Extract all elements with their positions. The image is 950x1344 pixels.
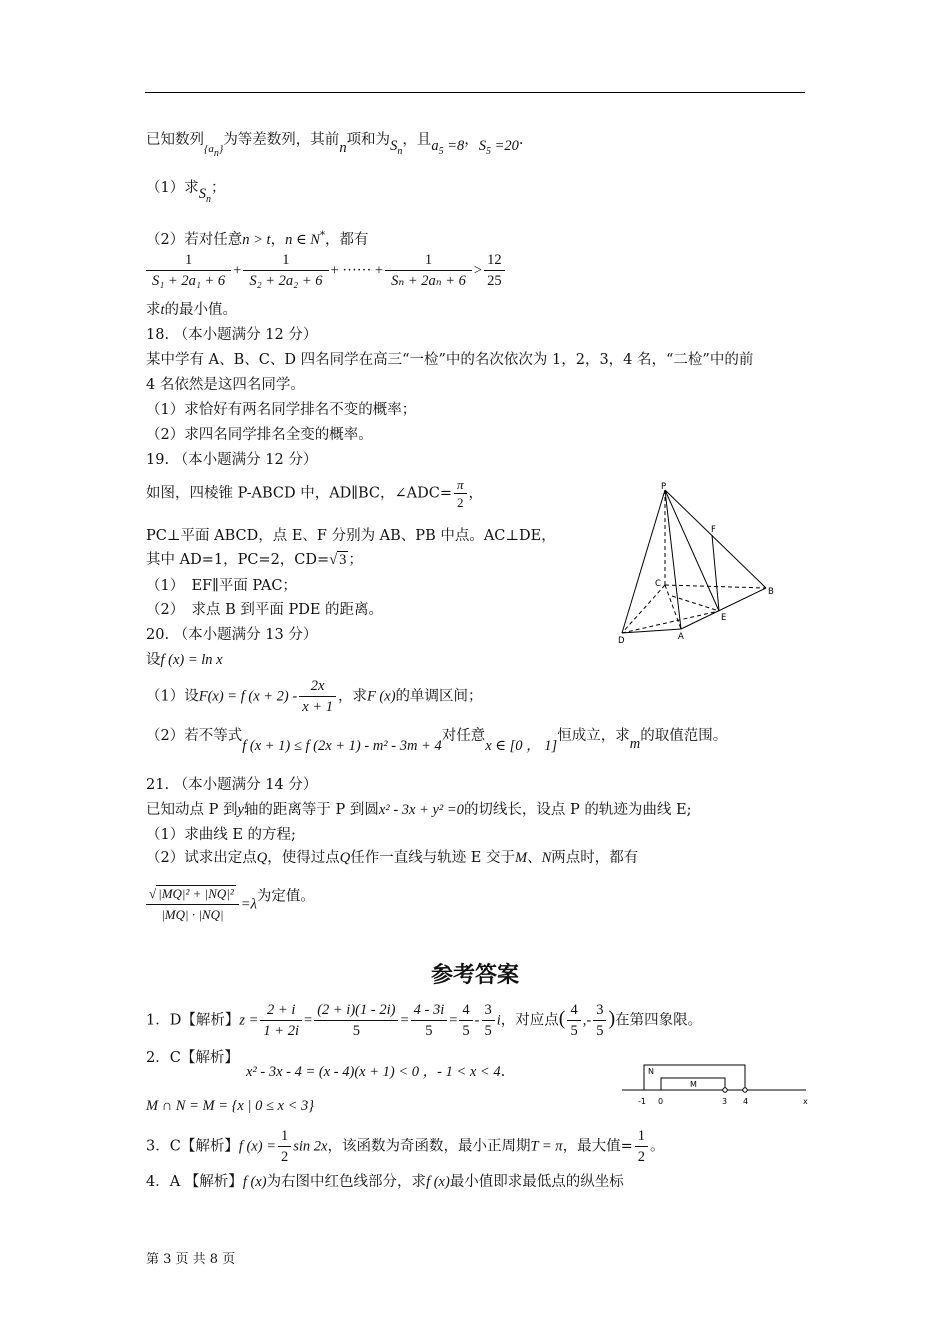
label-N: N [648, 1067, 654, 1076]
label-C: C [655, 579, 661, 589]
q17-inequality: $\frac{1}{\text{S₁ + 2a₁ + 6}}$ + $\frac{1}{\text{S₂ + 2a₂ + 6}}$ + ······ + $\frac{1}{\text{Sₙ + 2aₙ + 6}}$ > $\frac{12}{25}$ [144, 250, 507, 291]
q18-line4: （2）求四名同学排名全变的概率。 [146, 427, 373, 443]
q19-line4: （1） EF∥平面 PAC； [146, 578, 297, 594]
q20-part1: （1）设F(x) = f (x + 2) - $\frac{2x}{x + 1}$ ，求F (x)的单调区间； [146, 678, 483, 715]
page-footer: 第 3 页 共 8 页 [146, 1252, 236, 1267]
q21-heading: 21. （本小题满分 14 分） [146, 777, 318, 793]
answer-1: 1．D【解析】z = $\frac{2 + i}{1 + 2i}$ = $\frac{(2 + i)(1 - 2i)}{5}$ = $\frac{4 - 3i}{5}$ = $\frac{4}{5}$ - $\frac{3}{5}$ i，对应点( $\frac{4}{5}$ ,- $\frac{3}{5}$ )在第四象限。 [146, 1002, 703, 1039]
q18-line1: 某中学有 A、B、C、D 四名同学在高三“一检”中的名次依次为 1，2，3，4 名，“二检”中的前 [146, 352, 754, 368]
answer-4: 4．A 【解析】f (x)为右图中红色线部分，求f (x)最小值即求最低点的纵坐标 [146, 1174, 624, 1190]
label-M: M [690, 1080, 697, 1089]
q17-part1: （1）求$S_n$； [146, 180, 226, 205]
q19-line1: 如图，四棱锥 P-ABCD 中，AD∥BC，∠ADC= $\frac{\pi}{2}$ ， [146, 477, 484, 510]
label-B: B [768, 587, 774, 597]
q19-line2: PC⊥平面 ABCD，点 E、F 分别为 AB、PB 中点。AC⊥DE， [146, 528, 556, 544]
answer-3: 3．C【解析】f (x) = $\frac{1}{2}$ sin 2x，该函数为奇函数，最小正周期T = π，最大值= $\frac{1}{2}$ 。 [146, 1128, 665, 1165]
q18-line3: （1）求恰好有两名同学排名不变的概率； [146, 402, 417, 418]
answer-2-label: 2．C【解析】 [146, 1050, 239, 1066]
answers-title: 参考答案 [430, 963, 519, 988]
q21-line2: （1）求曲线 E 的方程; [146, 827, 296, 843]
q18-line2: 4 名依然是这四名同学。 [146, 377, 305, 393]
q20-heading: 20. （本小题满分 13 分） [146, 627, 318, 643]
fraction: $\frac{12}{25}$ [484, 250, 505, 291]
q20-part2: （2）若不等式f (x + 1) ≤ f (2x + 1) - m² - 3m + 4对任意x ∈ [0 ， 1]恒成立，求m的取值范围。 [146, 728, 728, 754]
label-E: E [721, 613, 727, 623]
label-A: A [678, 632, 684, 642]
q20-line1: 设f (x) = ln x [146, 652, 223, 668]
fraction: $\frac{1}{\text{Sₙ + 2aₙ + 6}}$ [385, 250, 472, 291]
tick-3: 3 [722, 1097, 728, 1106]
q19-line5: （2） 求点 B 到平面 PDE 的距离。 [146, 602, 384, 618]
answer-2-set: M ∩ N = M = {x | 0 ≤ x < 3} [146, 1098, 315, 1114]
tick-0: 0 [658, 1097, 664, 1106]
q21-line1: 已知动点 P 到y轴的距离等于 P 到圆x² - 3x + y² =0的切线长，设点 P 的轨迹为曲线 E; [146, 802, 692, 818]
tick-4: 4 [743, 1097, 749, 1106]
number-line-figure [618, 1060, 818, 1112]
q17-part2: （2）若对任意n > t，n ∈ N*，都有 [146, 230, 369, 248]
answer-2-inequality: x² - 3x - 4 = (x - 4)(x + 1) < 0 ，- 1 < x < 4. [246, 1064, 506, 1080]
q17-ask: 求t的最小值。 [146, 302, 238, 318]
header-rule [145, 92, 805, 93]
fraction: $\frac{1}{\text{S₂ + 2a₂ + 6}}$ [243, 250, 328, 291]
q21-line3: （2）试求出定点Q，使得过点Q任作一直线与轨迹 E 交于M、N两点时，都有 [146, 850, 639, 866]
label-F: F [711, 525, 716, 535]
q19-line3: 其中 AD=1，PC=2，CD=√ 3 ； [146, 552, 363, 568]
q19-heading: 19. （本小题满分 12 分） [146, 452, 318, 468]
label-D: D [618, 636, 625, 646]
pyramid-figure [610, 480, 790, 650]
q18-heading: 18. （本小题满分 12 分） [146, 327, 318, 343]
fraction: $\frac{1}{\text{S₁ + 2a₁ + 6}}$ [146, 250, 231, 291]
q21-ratio: $\frac{\text{√ |MQ|² + |NQ|²}}{|MQ| \cdot |NQ|}$ =λ为定值。 [144, 884, 315, 925]
axis-x: x [803, 1097, 808, 1106]
tick-neg1: -1 [638, 1097, 646, 1106]
q17-intro: 已知数列$_{\{an\}}$为等差数列，其前n项和为$S_n$，且$a_5 =8$，$S_5 =20$. [146, 132, 524, 159]
label-P: P [661, 482, 667, 492]
